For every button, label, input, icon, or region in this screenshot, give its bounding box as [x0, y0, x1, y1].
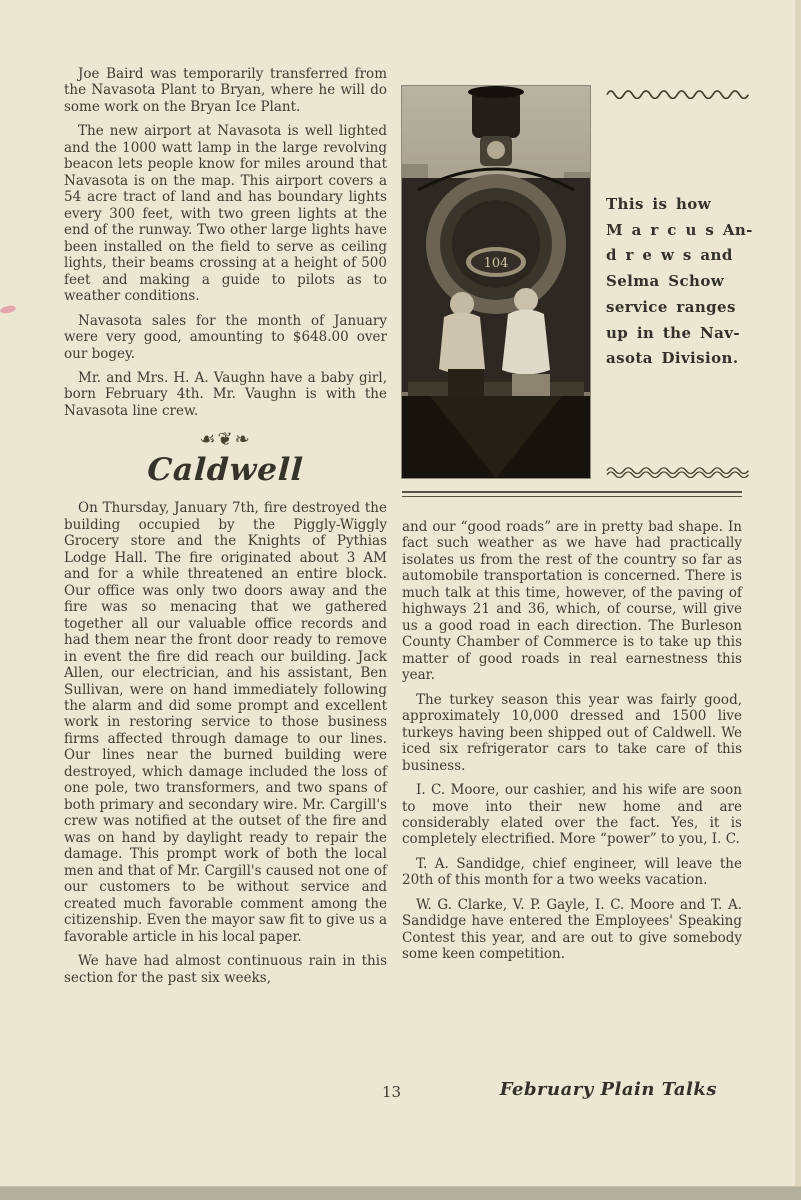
right-column-text: [402, 519, 742, 963]
wavy-rule-bottom: [606, 465, 753, 478]
paragraph: W. G. Clarke, V. P. Gayle, I. C. Moore and T. A. Sandidge have entered the Employees' Speaking Contest this year, and are out to give somebody some keen competition.: [402, 896, 742, 963]
paragraph: Navasota sales for the month of January were very good, amounting to $648.00 over our bogey.: [64, 312, 387, 362]
caption-line: Selma Schow: [606, 272, 725, 291]
wavy-rule-top: [606, 86, 753, 99]
paragraph: We have had almost continuous rain in this section for the past six weeks,: [64, 953, 387, 986]
photo-row: [402, 86, 753, 478]
pink-scan-smudge: [0, 304, 17, 314]
photo-caption: [606, 192, 753, 373]
paragraph: and our “good roads” are in pretty bad shape. In fact such weather as we have had practically isolates us from the rest of the country so far as automobile transportation is concerned. There is much talk at this time, however, of the paving of highways 21 and 36, which, of course, will give us a good road in each direction. The Burleson County Chamber of Commerce is to take up this matter of good roads in real earnestness this year.: [402, 519, 742, 684]
caption-line: M a r c u s An-: [606, 220, 753, 239]
locomotive-photo: [402, 86, 590, 478]
paragraph: Joe Baird was temporarily transferred from the Navasota Plant to Bryan, where he will do some work on the Bryan Ice Plant.: [64, 66, 387, 115]
scan-edge-bottom: [0, 1186, 801, 1200]
paragraph: Mr. and Mrs. H. A. Vaughn have a baby girl, born February 4th. Mr. Vaughn is with the Navasota line crew.: [64, 369, 387, 419]
caption-line: service ranges: [606, 297, 736, 316]
section-title: Caldwell: [146, 452, 305, 489]
paragraph: The turkey season this year was fairly good, approximately 10,000 dressed and 1500 live turkeys having been shipped out of Caldwell. We iced six refrigerator cars to take care of this business.: [402, 691, 742, 774]
caption-line: This is how: [606, 194, 712, 213]
scan-edge-right: [795, 0, 801, 1200]
paragraph: T. A. Sandidge, chief engineer, will leave the 20th of this month for a two weeks vacation.: [402, 855, 742, 889]
paragraph: On Thursday, January 7th, fire destroyed the building occupied by the Piggly-Wiggly Grocery store and the Knights of Pythias Lodge Hall. The fire originated about 3 AM and for a while threatened an entire block. Our office was only two doors away and the fire was so menacing that we gathered together all our valuable office records and had them near the front door ready to remove in event the fire did reach our building. Jack Allen, our electrician, and his assistant, Ben Sullivan, were on hand immediately following the alarm and did some prompt and excellent work in restoring service to those business firms affected through damage to our lines. Our lines near the burned building were destroyed, which damage included the loss of one pole, two transformers, and two spans of both primary and secondary wire. Mr. Cargill's crew was notified at the outset of the fire and was on hand by daylight ready to repair the damage. This prompt work of both the local men and that of Mr. Cargill's caused not one of our customers to be without service and created much favorable comment among the citizenship. Even the mayor saw fit to give us a favorable article in his local paper.: [64, 500, 388, 945]
paragraph: I. C. Moore, our cashier, and his wife are soon to move into their new home and are considerably elated over the fact. Yes, it is completely electrified. More “power” to you, I. C.: [402, 782, 742, 848]
caption-line: up in the Nav-: [606, 323, 741, 342]
right-column: [402, 86, 753, 971]
left-column: [64, 66, 387, 994]
fleuron-ornament-icon: ☙❦❧: [199, 429, 252, 451]
paragraph: The new airport at Navasota is well lighted and the 1000 watt lamp in the large revolving beacon lets people know for miles around that Navasota is on the map. This airport covers a 54 acre tract of land and has boundary lights every 300 feet, with two green lights at the end of the runway. Two other large lights have been installed on the field to serve as ceiling lights, their beams crossing at a height of 500 feet and making a guide to pilots as to weather conditions.: [64, 123, 387, 305]
page-number: 13: [382, 1083, 402, 1101]
svg-text:104: 104: [483, 256, 509, 271]
double-rule: [402, 491, 742, 497]
photo-caption-column: [590, 86, 753, 478]
caption-line: d r e w s and: [606, 246, 733, 265]
footer-title: February Plain Talks: [499, 1079, 717, 1100]
caption-line: asota Division.: [606, 349, 739, 368]
